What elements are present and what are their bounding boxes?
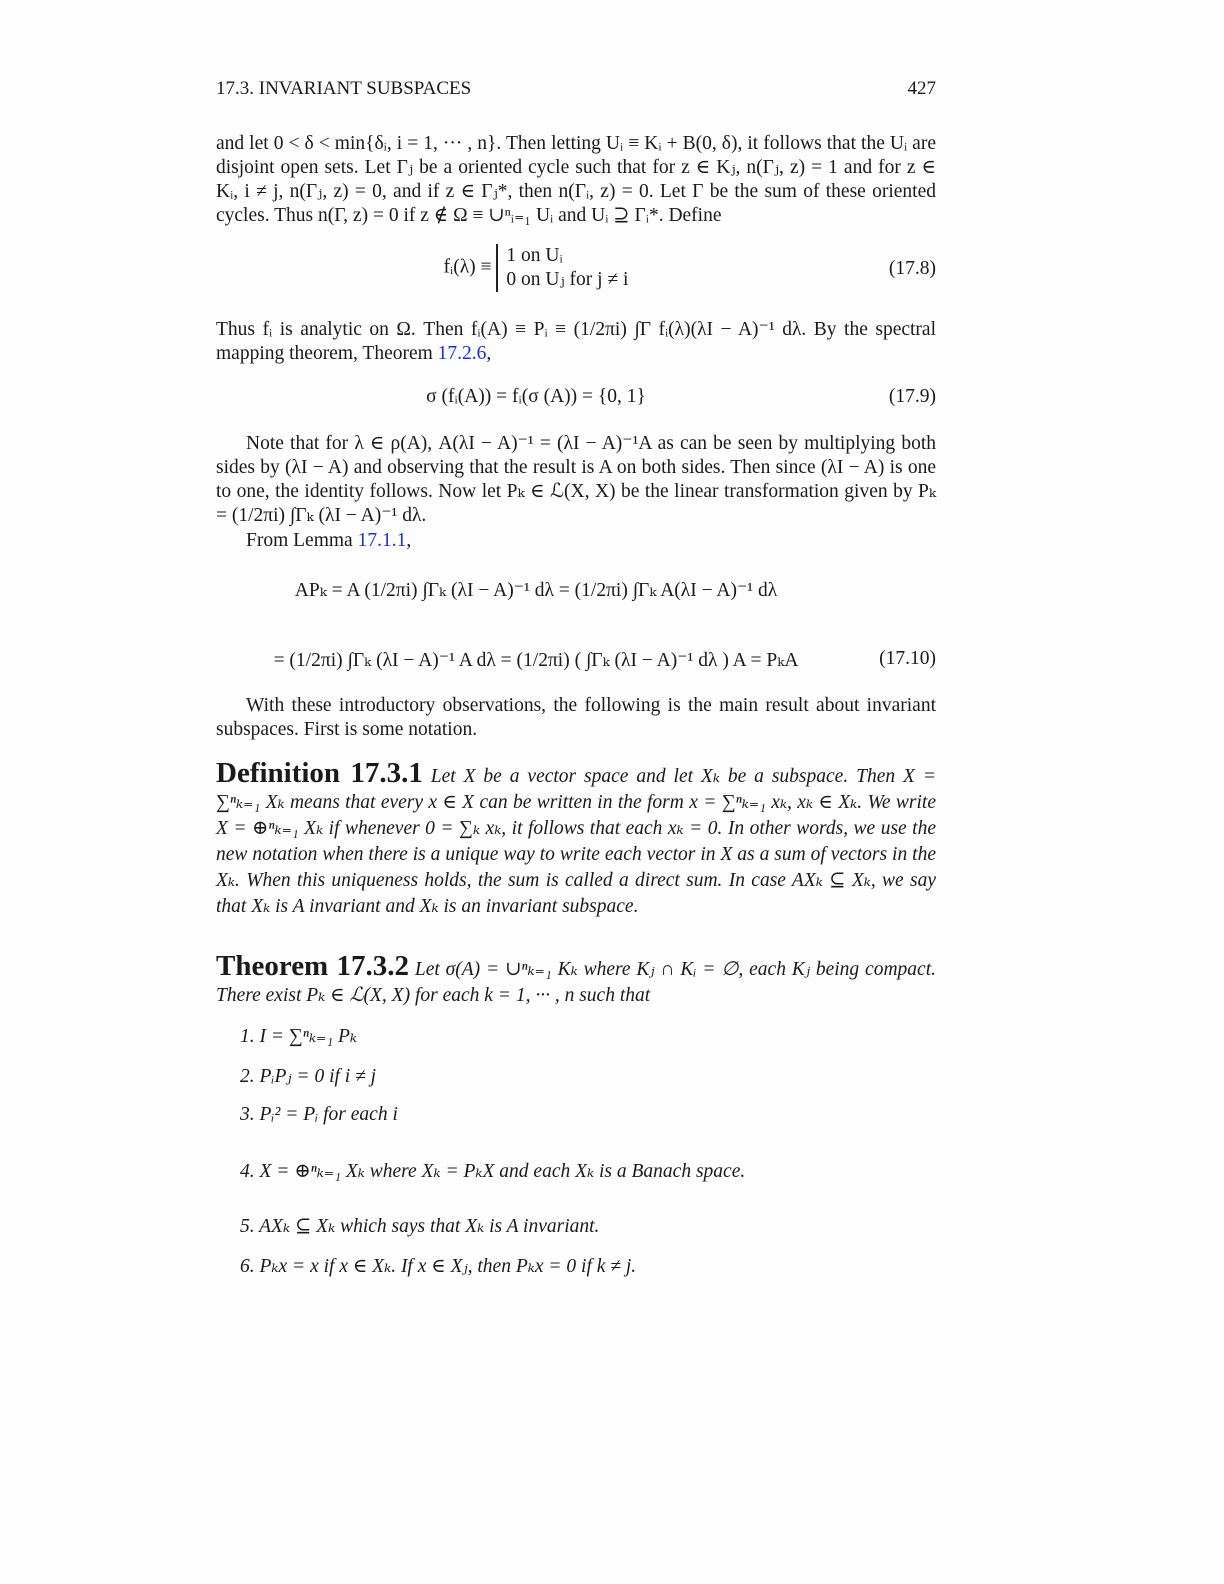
equation-17-9 (216, 382, 936, 416)
list-item: 2. PᵢPⱼ = 0 if i ≠ j (240, 1066, 377, 1087)
list-item: 4. X = ⊕ⁿₖ₌₁ Xₖ where Xₖ = PₖX and each Xₖ is a Banach space. (240, 1161, 746, 1182)
theorem-link[interactable]: 17.2.6 (437, 343, 487, 364)
theorem-heading: Theorem 17.3.2 (216, 950, 409, 982)
page-number: 427 (907, 78, 936, 99)
theorem-block (216, 950, 936, 1009)
eq-17-10b-body: = (1/2πi) ∫Γₖ (λI − A)⁻¹ A dλ = (1/2πi) ( ∫Γₖ (λI − A)⁻¹ dλ ) A = PₖA (273, 650, 799, 671)
paragraph-4-text: From Lemma (246, 530, 358, 551)
eq-17-10a-body: APₖ = A (1/2πi) ∫Γₖ (λI − A)⁻¹ dλ = (1/2πi) ∫Γₖ A(λI − A)⁻¹ dλ (294, 580, 778, 601)
paragraph-1: and let 0 < δ < min{δᵢ, i = 1, ··· , n}. Then letting Uᵢ ≡ Kᵢ + B(0, δ), it follows that the Uᵢ are disjoint open sets. Let Γⱼ be a oriented cycle such that for z ∈ Kⱼ, n(Γⱼ, z) = 1 and for z ∈ Kᵢ, i ≠ j, n(Γⱼ, z) = 0, and if z ∈ Γⱼ*, then n(Γᵢ, z) = 0. Let Γ be the sum of these oriented cycles. Thus n(Γ, z) = 0 if z ∉ Ω ≡ ∪ⁿᵢ₌₁ Uᵢ and Uᵢ ⊇ Γᵢ*. Define (216, 133, 936, 226)
eq-17-8-number: (17.8) (888, 258, 936, 279)
paragraph-2 (216, 318, 936, 366)
paragraph-4 (216, 529, 936, 553)
paragraph-2-text: Thus fᵢ is analytic on Ω. Then fᵢ(A) ≡ Pᵢ ≡ (1/2πi) ∫Γ fᵢ(λ)(λI − A)⁻¹ dλ. By the spectral mapping theorem, Theorem (216, 319, 936, 364)
eq-17-8-case1: 1 on Uᵢ (506, 245, 563, 266)
theorem-text: Let σ(A) = ∪ⁿₖ₌₁ Kₖ where Kⱼ ∩ Kᵢ = ∅, each Kⱼ being compact. There exist Pₖ ∈ ℒ(X, X) for each k = 1, ··· , n such that (216, 959, 936, 1006)
lemma-link[interactable]: 17.1.1 (357, 530, 407, 551)
eq-17-8-case2: 0 on Uⱼ for j ≠ i (506, 269, 629, 290)
list-item: 5. AXₖ ⊆ Xₖ which says that Xₖ is A invariant. (240, 1216, 600, 1237)
paragraph-4-tail: , (406, 530, 412, 551)
paragraph-2-tail: , (486, 343, 492, 364)
paragraph-3: Note that for λ ∈ ρ(A), A(λI − A)⁻¹ = (λI − A)⁻¹A as can be seen by multiplying both sides by (λI − A) and observing that the result is A on both sides. Then since (λI − A) is one to one, the identity follows. Now let Pₖ ∈ ℒ(X, X) be the linear transformation given by Pₖ = (1/2πi) ∫Γₖ (λI − A)⁻¹ dλ. (216, 433, 936, 526)
eq-17-9-number: (17.9) (888, 386, 936, 407)
section-title: 17.3. INVARIANT SUBSPACES (216, 78, 472, 99)
eq-17-10-number: (17.10) (879, 648, 936, 669)
equation-17-8 (216, 244, 936, 296)
paragraph-5: With these introductory observations, the following is the main result about invariant subspaces. First is some notation. (216, 695, 936, 740)
definition-heading: Definition 17.3.1 (216, 757, 423, 789)
list-item: 6. Pₖx = x if x ∈ Xₖ. If x ∈ Xⱼ, then Pₖx = 0 if k ≠ j. (240, 1256, 637, 1277)
list-item: 3. Pᵢ² = Pᵢ for each i (240, 1104, 398, 1125)
eq-17-8-lhs: fᵢ(λ) ≡ (443, 256, 492, 278)
eq-17-9-body: σ (fᵢ(A)) = fᵢ(σ (A)) = {0, 1} (426, 386, 646, 407)
definition-block (216, 757, 937, 920)
equation-17-10-line2 (216, 644, 936, 678)
running-header (216, 78, 936, 100)
list-item: 1. I = ∑ⁿₖ₌₁ Pₖ (240, 1026, 358, 1047)
equation-17-10-line1 (216, 574, 936, 608)
eq-17-8-cases (496, 244, 628, 292)
definition-text: Let X be a vector space and let Xₖ be a subspace. Then X = ∑ⁿₖ₌₁ Xₖ means that every x ∈ X can be written in the form x = ∑ⁿₖ₌₁ xₖ, xₖ ∈ Xₖ. We write X = ⊕ⁿₖ₌₁ Xₖ if whenever 0 = ∑ₖ xₖ, it follows that each xₖ = 0. In other words, we use the new notation when there is a unique way to write each vector in X as a sum of vectors in the Xₖ. When this uniqueness holds, the sum is called a direct sum. In case AXₖ ⊆ Xₖ, we say that Xₖ is A invariant and Xₖ is an invariant subspace. (216, 766, 937, 917)
